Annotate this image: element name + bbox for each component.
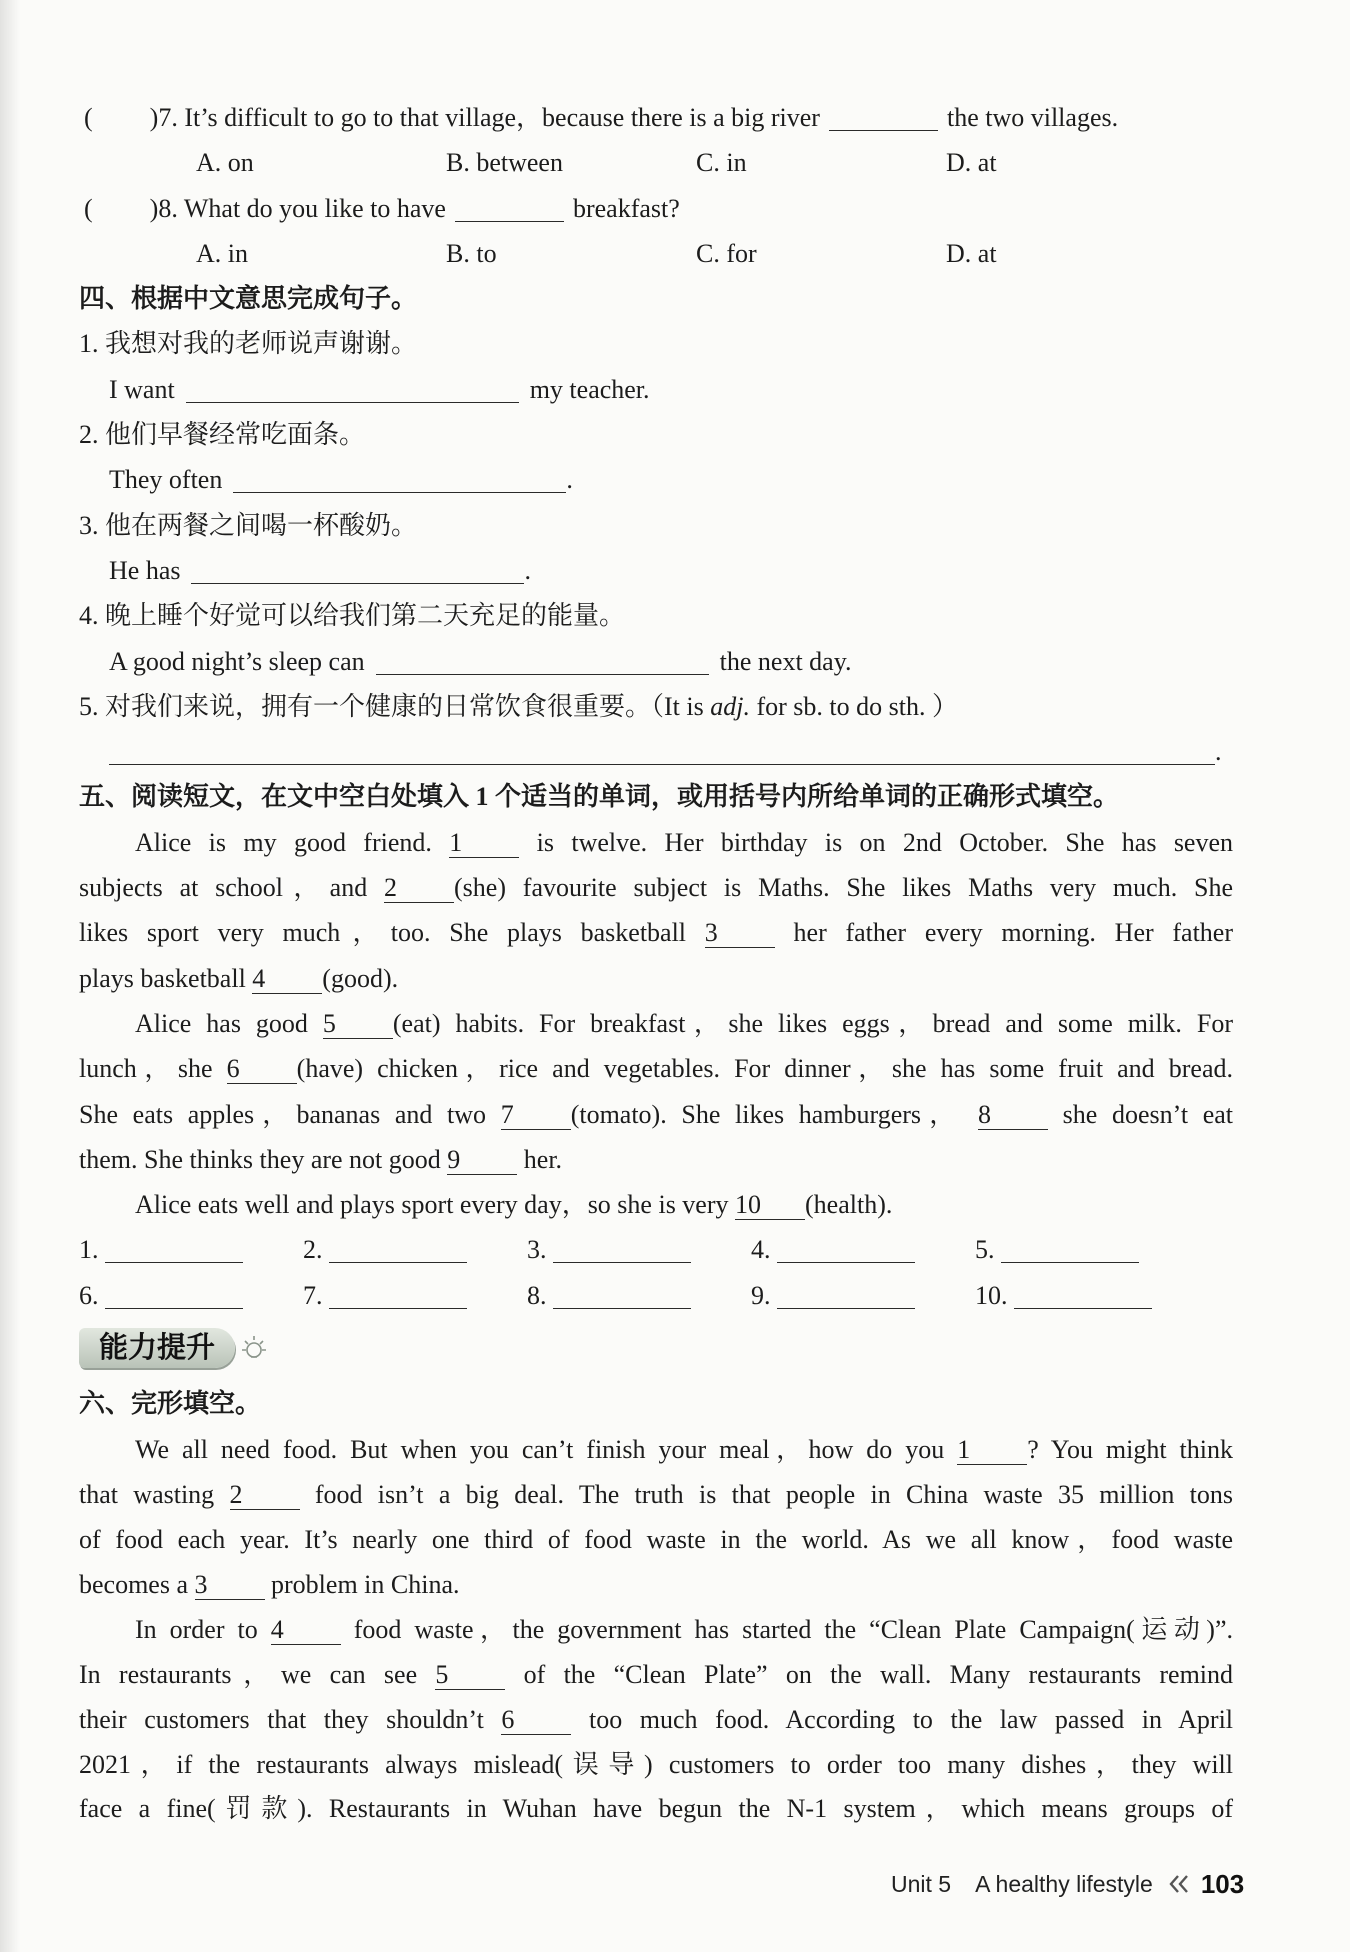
double-chevron-left-icon [1167,1873,1191,1895]
translation-prompt-3: 3. 他在两餐之间喝一杯酸奶。 [79,510,418,540]
answer-number: 3. [527,1235,547,1265]
numbered-blank: 6 [501,1706,571,1735]
question-stem: What do you like to have [183,193,446,223]
numbered-blank: 4 [252,965,322,994]
translation-prompt-1: 1. 我想对我的老师说声谢谢。 [79,329,418,359]
answer-blank [105,1234,243,1263]
passage-text: she doesn’t eat [1062,1099,1234,1129]
translation-answer-4 [79,639,1233,684]
cloze-line [79,1428,1233,1473]
cloze-line [79,1743,1233,1788]
answer-blank [105,1280,243,1309]
passage-text: We all need food. But when you can’t finish your meal，how do you [135,1435,945,1465]
passage-text: ? You might think [1027,1435,1233,1465]
answer-number: 6. [79,1280,99,1310]
numbered-blank: 2 [384,874,454,903]
cloze-line [79,1473,1233,1518]
option-a: A. in [196,238,248,268]
cloze-line [79,1608,1233,1653]
passage-text: She eats apples，bananas and two [79,1099,487,1129]
reading-line [79,910,1233,955]
question-stem: It’s difficult to go to that village，because there is a big river [184,103,820,132]
answer-number: 10. [975,1280,1008,1310]
passage-text: food isn’t a big deal. The truth is that people in China waste 35 million tons [314,1480,1234,1510]
answer-slot [975,1227,1199,1272]
option-d: D. at [946,238,997,268]
numbered-blank: 1 [449,829,519,858]
answer-blank [553,1280,691,1309]
cloze-line [79,1698,1233,1743]
passage-text: is twelve. Her birthday is on 2nd October. She has seven [536,827,1234,857]
hint-end: for sb. to do sth. ） [756,691,958,721]
lightbulb-icon [239,1333,269,1363]
ability-section-banner [79,1318,1233,1378]
answer-row [79,1273,1233,1318]
answer-number: 5. [975,1235,995,1265]
translation-answer-2 [79,457,1233,502]
section-5-heading: 五、阅读短文，在文中空白处填入 1 个适当的单词，或用括号内所给单词的正确形式填空。 [79,782,1120,812]
option-c: C. in [696,148,747,178]
question-stem-end: the two villages. [946,103,1119,132]
answer-slot [975,1273,1199,1318]
ability-badge: 能力提升 [79,1328,235,1368]
answer-slot [303,1273,527,1318]
question-stem-end: breakfast? [572,193,680,223]
numbered-blank: 6 [227,1055,297,1084]
question-blank [455,193,564,222]
answer-number: 1. [79,1235,99,1265]
reading-line [79,1001,1233,1046]
option-a: A. on [196,148,254,178]
numbered-blank: 3 [705,919,775,948]
numbered-blank: 1 [957,1436,1027,1465]
answer-blank [777,1234,915,1263]
answer-blank [191,555,524,584]
answer-number: 2. [303,1235,323,1265]
answer-blank [376,646,709,675]
passage-text: subjects at school，and [79,873,368,903]
passage-text: (tomato). She likes hamburgers， [570,1099,964,1129]
hint-italic: adj. [710,691,750,721]
passage-text: Alice has good [135,1008,308,1038]
answer-paren-right: ) [149,193,159,223]
option-d: D. at [946,148,997,178]
sentence-start: A good night’s sleep can [109,646,365,676]
cloze-line [79,1787,1233,1832]
numbered-blank: 3 [195,1571,265,1600]
option-b: B. to [446,238,497,268]
answer-blank [1014,1280,1152,1309]
passage-text: too much food. According to the law passed in April [588,1704,1234,1734]
sentence-end: my teacher. [529,374,650,404]
passage-text: 2021，if the restaurants always mislead(误导) customers to order too many dishes，they will [79,1749,1233,1779]
passage-text: problem in China. [271,1569,460,1599]
answer-blank [777,1280,915,1309]
answer-row [79,1227,1233,1272]
reading-line [79,956,1233,1001]
passage-text: them. She thinks they are not good [79,1144,441,1174]
reading-line [79,820,1233,865]
answer-slot [751,1273,975,1318]
numbered-blank: 5 [435,1661,505,1690]
scan-edge-shadow [0,0,20,1952]
section-6-heading: 六、完形填空。 [79,1389,262,1419]
numbered-blank: 7 [501,1101,571,1130]
passage-text: Alice is my good friend. [135,827,432,857]
passage-text: of the “Clean Plate” on the wall. Many restaurants remind [523,1659,1234,1689]
reading-line [79,1137,1233,1182]
page-footer [891,1866,1244,1902]
passage-text: likes sport very much，too. She plays basketball [79,918,687,948]
passage-text: becomes a [79,1569,189,1599]
reading-line [79,1092,1233,1137]
answer-number: 9. [751,1280,771,1310]
passage-text: plays basketball [79,963,246,993]
page-number: 103 [1200,1868,1245,1899]
reading-answer-sheet [79,1227,1233,1318]
passage-text: In order to [135,1614,258,1644]
cloze-line [79,1518,1233,1563]
sentence-start: He has [109,555,181,585]
translation-answer-3 [79,548,1233,593]
cloze-line [79,1563,1233,1608]
hint-start: （It is [651,691,704,721]
answer-slot [527,1273,751,1318]
numbered-blank: 2 [230,1481,300,1510]
translation-prompt-5 [79,684,1233,729]
translation-prompt-4: 4. 晚上睡个好觉可以给我们第二天充足的能量。 [79,601,626,631]
sentence-start: I want [109,374,175,404]
option-c: C. for [696,238,757,268]
sentence-end: the next day. [719,646,852,676]
passage-text: (she) favourite subject is Maths. She likes Maths very much. She [454,873,1234,903]
unit-title: A healthy lifestyle [975,1870,1153,1897]
passage-text: their customers that they shouldn’t [79,1704,484,1734]
question-7-options [79,140,1233,185]
answer-number: 8. [527,1280,547,1310]
passage-text: her. [523,1144,563,1174]
passage-text: face a fine(罚款). Restaurants in Wuhan have begun the N-1 system，which means groups of [79,1794,1233,1824]
answer-slot [751,1227,975,1272]
question-number: 8. [158,193,178,223]
unit-label: Unit 5 [891,1870,952,1897]
option-b: B. between [446,148,563,178]
answer-blank [186,374,519,403]
question-8-options [79,231,1233,276]
translation-answer-1 [79,367,1233,412]
answer-paren-left: ( [84,193,93,223]
question-8 [79,186,1233,231]
sentence-start: They often [109,465,223,495]
passage-text: that wasting [79,1480,215,1510]
numbered-blank: 10 [735,1191,805,1220]
passage-text: Alice eats well and plays sport every day，so she is very [135,1190,729,1220]
reading-line [79,1046,1233,1091]
answer-slot [79,1273,303,1318]
sentence-end: . [1215,737,1222,767]
answer-blank [109,736,1215,765]
passage-text: In restaurants，we can see [79,1659,418,1689]
passage-text: (good). [322,963,399,993]
answer-number: 7. [303,1280,323,1310]
translation-prompt-2: 2. 他们早餐经常吃面条。 [79,420,366,450]
answer-paren-left: ( [84,103,93,132]
sentence-end: . [566,465,573,495]
sentence-end: . [524,555,531,585]
reading-line [79,865,1233,910]
answer-number: 4. [751,1235,771,1265]
numbered-blank: 5 [323,1010,393,1039]
passage-text: food waste，the government has started the “Clean Plate Campaign(运动)”. [353,1614,1234,1644]
answer-slot [79,1227,303,1272]
section-4-heading: 四、根据中文意思完成句子。 [79,284,418,314]
question-7 [79,95,1233,140]
reading-line [79,1182,1233,1227]
passage-text: her father every morning. Her father [793,918,1234,948]
answer-blank [329,1280,467,1309]
prompt-text: 5. 对我们来说，拥有一个健康的日常饮食很重要。 [79,691,652,721]
numbered-blank: 8 [978,1101,1048,1130]
answer-blank [553,1234,691,1263]
answer-blank [329,1234,467,1263]
answer-paren-right: ) [149,103,159,132]
reading-passage [79,820,1233,1228]
cloze-line [79,1653,1233,1698]
numbered-blank: 4 [271,1616,341,1645]
passage-text: lunch，she [79,1054,213,1084]
passage-text: (have) chicken，rice and vegetables. For dinner，she has some fruit and bread. [296,1054,1233,1084]
answer-blank [1001,1234,1139,1263]
passage-text: (eat) habits. For breakfast，she likes eggs，bread and some milk. For [392,1008,1234,1038]
question-blank [829,102,938,131]
worksheet-page [79,95,1233,1832]
passage-text: (health). [805,1190,893,1220]
question-number: 7. [158,103,178,132]
numbered-blank: 9 [447,1146,517,1175]
passage-text: of food each year. It’s nearly one third of food waste in the world. As we all know，food waste [79,1525,1233,1555]
cloze-passage [79,1428,1233,1832]
answer-slot [527,1227,751,1272]
answer-slot [303,1227,527,1272]
translation-answer-5 [79,729,1233,774]
answer-blank [233,464,566,493]
